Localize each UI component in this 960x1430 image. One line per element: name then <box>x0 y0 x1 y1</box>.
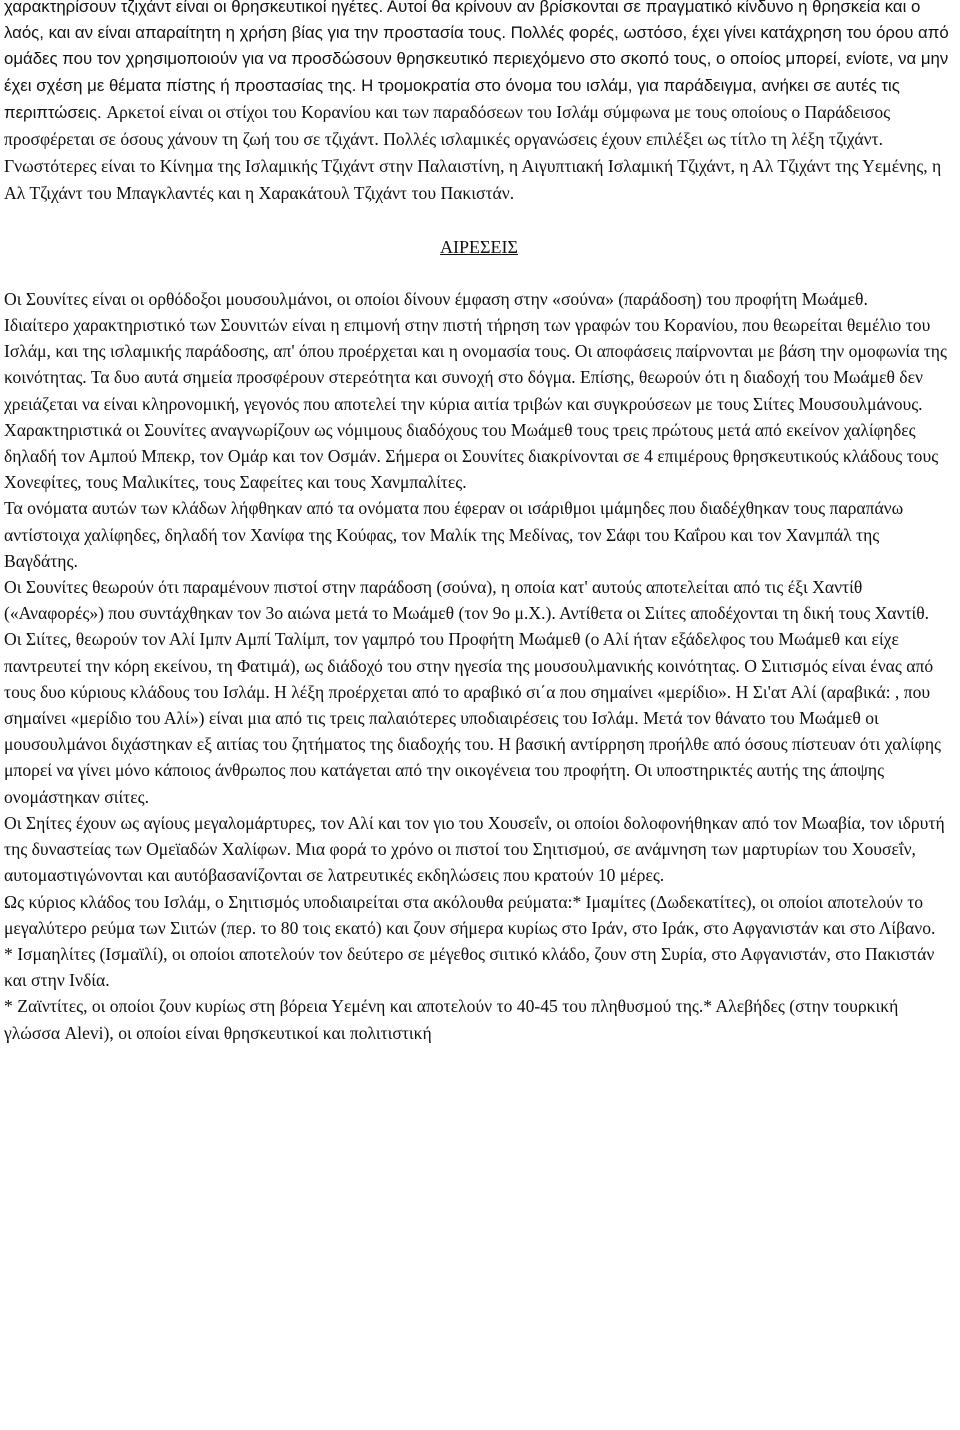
paragraph-shiite-martyrs: Οι Σηίτες έχουν ως αγίους μεγαλομάρτυρες, τον Αλί και τον γιο του Χουσεΐν, οι οποίοι δολοφονήθηκαν από τον Μωαβία, τον ιδρυτή της δυναστείας των Ομεϊαδών Χαλίφων. Μια φορά το χρόνο οι πιστοί του Σηιτισμού, σε ανάμνηση των μαρτυρίων του Χουσεΐν, αυτομαστιγώνονται και αυτόβασανίζονται σε λατρευτικές εκδηλώσεις που κρατούν 10 μέρες. <box>4 812 945 886</box>
paragraph-branch-names: Τα ονόματα αυτών των κλάδων λήφθηκαν από τα ονόματα που έφεραν οι ισάριθμοι ιμάμηδες που διαδέχθηκαν τους παραπάνω αντίστοιχα χαλίφηδες, δηλαδή τον Χανίφα της Κούφας, τον Μαλίκ της Μεδίνας, τον Σάφι του Καΐρου και τον Χανμπάλ της Βαγδάτης. <box>4 498 904 571</box>
paragraph-zaydis: * Ζαϊντίτες, οι οποίοι ζουν κυρίως στη βόρεια Υεμένη και αποτελούν το 40-45 του πληθυσμού της.* Αλεβήδες (στην τουρκική γλώσσα Alevi), οι οποίοι είναι θρησκευτικοί και πολιτιστική <box>4 996 899 1043</box>
paragraph-sunnis-caliphs: Χαρακτηριστικά οι Σουνίτες αναγνωρίζουν ως νόμιμους διαδόχους του Μωάμεθ τους τρεις πρώτους μετά από εκείνον χαλίφηδες δηλαδή τον Αμπού Μπεκρ, τον Ομάρ και τον Οσμάν. Σήμερα οι Σουνίτες διακρίνονται σε 4 επιμέρους θρησκευτικούς κλάδους τους Χονεφίτες, τους Μαλικίτες, τους Σαφείτες και τους Χανμπαλίτες. <box>4 419 939 493</box>
paragraph-shiites: Οι Σιίτες, θεωρούν τον Αλί Ιμπν Αμπί Ταλίμπ, τον γαμπρό του Προφήτη Μωάμεθ (ο Αλί ήταν εξάδελφος του Μωάμεθ και είχε παντρευτεί την κόρη εκείνου, τη Φατιμά), ως διάδοχό του στην ηγεσία της μουσουλμανικής κοινότητας. Ο Σιιτισμός είναι ένας από τους δυο κύριους κλάδους του Ισλάμ. Η λέξη προέρχεται από το αραβικό σι΄α που σημαίνει «μερίδιο». Η Σι'ατ Αλί (αραβικά: , που σημαίνει «μερίδιο του Αλί») είναι μια από τις τρεις παλαιότερες υποδιαιρέσεις του Ισλάμ. Μετά τον θάνατο του Μωάμεθ οι μουσουλμάνοι διχάστηκαν εξ αιτίας του ζητήματος της διαδοχής του. Η βασική αντίρρηση προήλθε από όσους πίστευαν ότι χαλίφης μπορεί να γίνει μόνο κάποιος άνθρωπος που κατάγεται από την οικογένεια του προφήτη. Οι υποστηρικτές αυτής της άποψης ονομάστηκαν σιίτες. <box>4 629 942 807</box>
section-heading: ΑΙΡΕΣΕΙΣ <box>440 236 518 257</box>
intro-paragraph <box>4 0 954 208</box>
paragraph-sunnis-traits: Ιδιαίτερο χαρακτηριστικό των Σουνιτών είναι η επιμονή στην πιστή τήρηση των γραφών του Κορανίου, που θεωρείται θεμέλιο του Ισλάμ, και της ισλαμικής παράδοσης, απ' όπου προέρχεται και η ονομασία τους. Οι αποφάσεις παίρνονται με βάση την ομοφωνία της κοινότητας. Τα δυο αυτά σημεία προσφέρουν στερεότητα και συνοχή στο δόγμα. Επίσης, θεωρούν ότι η διαδοχή του Μωάμεθ δεν χρειάζεται να είναι κληρονομική, γεγονός που αποτελεί την κύρια αιτία τριβών και συγκρούσεων με τους Σιίτες Μουσουλμάνους. <box>4 315 947 414</box>
paragraph-sunnis-intro: Οι Σουνίτες είναι οι ορθόδοξοι μουσουλμάνοι, οι οποίοι δίνουν έμφαση στην «σούνα» (παράδοση) του προφήτη Μωάμεθ. <box>4 288 868 309</box>
intro-text-sans: χαρακτηρίσουν τζιχάντ είναι οι θρησκευτικοί ηγέτες. Αυτοί θα κρίνουν αν βρίσκονται σε πραγματικό κίνδυνο η θρησκεία και ο λαός, και αν είναι απαραίτητη η χρήση βίας για την προστασία τους. Πολλές φορές, ωστόσο, έχει γίνει κατάχρηση του όρου από ομάδες που τον χρησιμοποιούν για να προσδώσουν θρησκευτικό περιεχόμενο στο σκοπό τους, ο οποίος μπορεί, ενίοτε, να μην έχει σχέση με θέματα πίστης ή προστασίας της. Η τρομοκρατία στο όνομα του ισλάμ, για παράδειγμα, ανήκει σε αυτές τις περιπτώσεις. <box>4 0 949 122</box>
document-page <box>4 0 954 1046</box>
paragraph-ismailis: * Ισμαηλίτες (Ισμαϊλί), οι οποίοι αποτελούν τον δεύτερο σε μέγεθος σιιτικό κλάδο, ζουν στη Συρία, στο Αφγανιστάν, στο Πακιστάν και στην Ινδία. <box>4 943 935 991</box>
paragraph-shiite-branches: Ως κύριος κλάδος του Ισλάμ, ο Σηιτισμός υποδιαιρείται στα ακόλουθα ρεύματα:* Ιμαμίτες (Δωδεκατίτες), οι οποίοι αποτελούν το μεγαλύτερο ρεύμα των Σιιτών (περ. το 80 τοις εκατό) και ζουν σήμερα κυρίως στο Ιράν, στο Ιράκ, στο Αφγανιστάν και στο Λίβανο. <box>4 891 936 938</box>
intro-text-serif: Αρκετοί είναι οι στίχοι του Κορανίου και των παραδόσεων του Ισλάμ σύμφωνα με τους οποίους ο Παράδεισος προσφέρεται σε όσους χάνουν τη ζωή του σε τζιχάντ. Πολλές ισλαμικές οργανώσεις έχουν επιλέξει ως τίτλο τη λέξη τζιχάντ. Γνωστότερες είναι το Κίνημα της Ισλαμικής Τζιχάντ στην Παλαιστίνη, η Αιγυπτιακή Ισλαμική Τζιχάντ, η Αλ Τζιχάντ της Υεμένης, η Αλ Τζιχάντ του Μπαγκλαντές και η Χαρακάτουλ Τζιχάντ του Πακιστάν. <box>4 101 942 204</box>
paragraph-sunna-hadith: Οι Σουνίτες θεωρούν ότι παραμένουν πιστοί στην παράδοση (σούνα), η οποία κατ' αυτούς αποτελείται από τις έξι Χαντίθ («Αναφορές») που συντάχθηκαν τον 3ο αιώνα μετά το Μωάμεθ (τον 9ο μ.Χ.). Αντίθετα οι Σιίτες αποδέχονται τη δική τους Χαντίθ. <box>4 577 930 624</box>
